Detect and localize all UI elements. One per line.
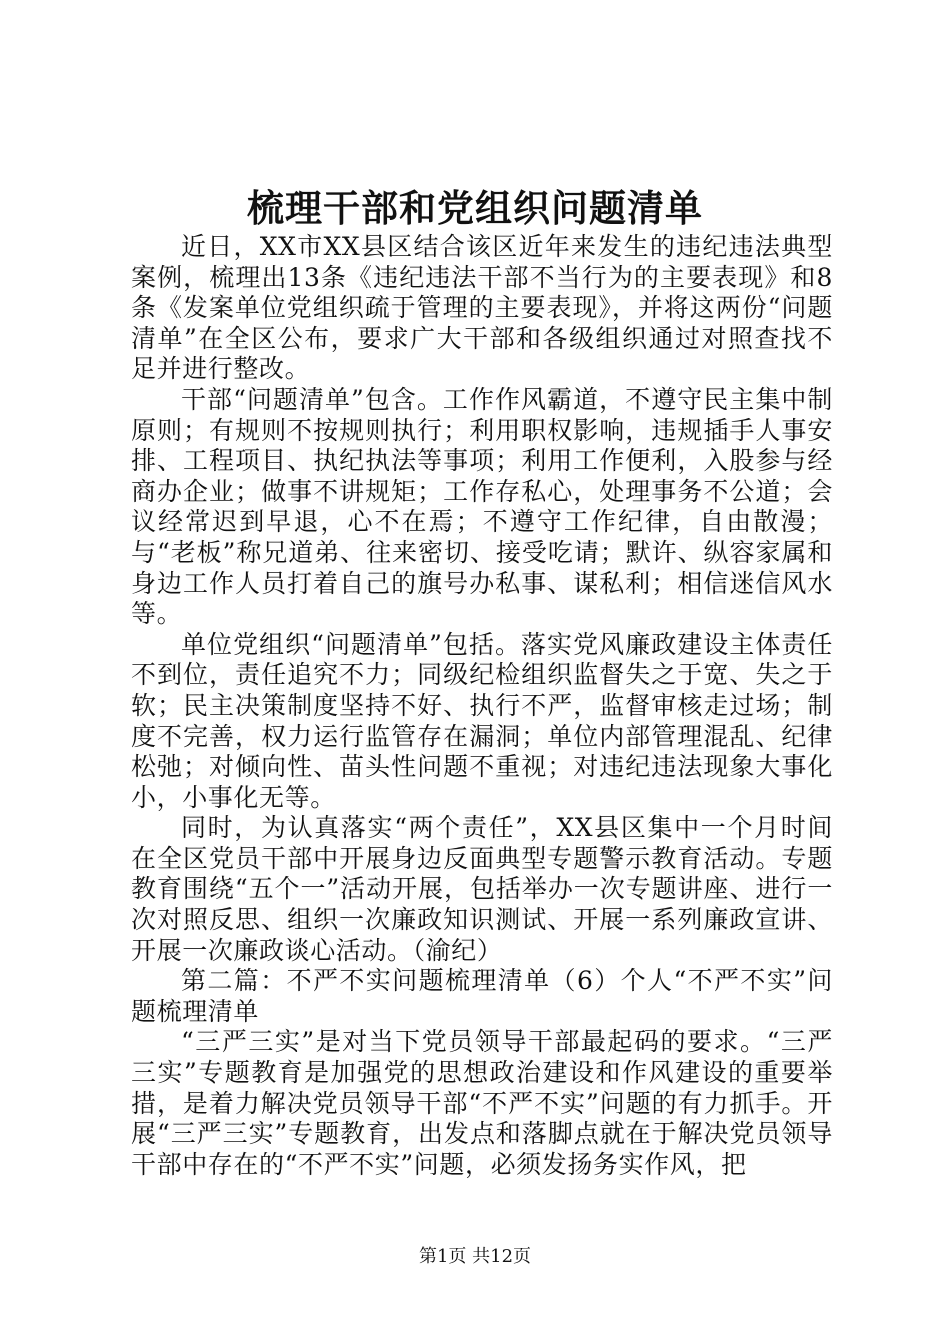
page-footer: 第1页 共12页 [418, 1246, 532, 1267]
paragraph-intro: 近日，XX市XX县区结合该区近年来发生的违纪违法典型案例，梳理出13条《违纪违法干部不当行为的主要表现》和8条《发案单位党组织疏于管理的主要表现》，并将这两份“问题清单”在全区公布，要求广大干部和各级组织通过对照查找不足并进行整改。 [131, 232, 833, 384]
paragraph-cadre-issues: 干部“问题清单”包含。工作作风霸道，不遵守民主集中制原则；有规则不按规则执行；利用职权影响，违规插手人事安排、工程项目、执纪执法等事项；利用工作便利，入股参与经商办企业；做事不讲规矩；工作存私心，处理事务不公道；会议经常迟到早退，心不在焉；不遵守工作纪律，自由散漫；与“老板”称兄道弟、往来密切、接受吃请；默许、纵容家属和身边工作人员打着自己的旗号办私事、谋私利；相信迷信风水等。 [131, 384, 833, 629]
section-heading-second: 第二篇：不严不实问题梳理清单（6）个人“不严不实”问题梳理清单 [131, 966, 833, 1026]
paragraph-education-activity: 同时，为认真落实“两个责任”，XX县区集中一个月时间在全区党员干部中开展身边反面典型专题警示教育活动。专题教育围绕“五个一”活动开展，包括举办一次专题讲座、进行一次对照反思、组织一次廉政知识测试、开展一系列廉政宣讲、开展一次廉政谈心活动。（渝纪） [131, 813, 833, 965]
paragraph-three-stricts: “三严三实”是对当下党员领导干部最起码的要求。“三严三实”专题教育是加强党的思想政治建设和作风建设的重要举措，是着力解决党员领导干部“不严不实”问题的有力抓手。开展“三严三实”专题教育，出发点和落脚点就在于解决党员领导干部中存在的“不严不实”问题，必须发扬务实作风，把 [131, 1027, 833, 1179]
paragraph-party-org-issues: 单位党组织“问题清单”包括。落实党风廉政建设主体责任不到位，责任追究不力；同级纪检组织监督失之于宽、失之于软；民主决策制度坚持不好、执行不严，监督审核走过场；制度不完善，权力运行监管存在漏洞；单位内部管理混乱、纪律松弛；对倾向性、苗头性问题不重视；对违纪违法现象大事化小，小事化无等。 [131, 629, 833, 812]
document-title: 梳理干部和党组织问题清单 [247, 186, 703, 230]
document-body [131, 232, 833, 1180]
